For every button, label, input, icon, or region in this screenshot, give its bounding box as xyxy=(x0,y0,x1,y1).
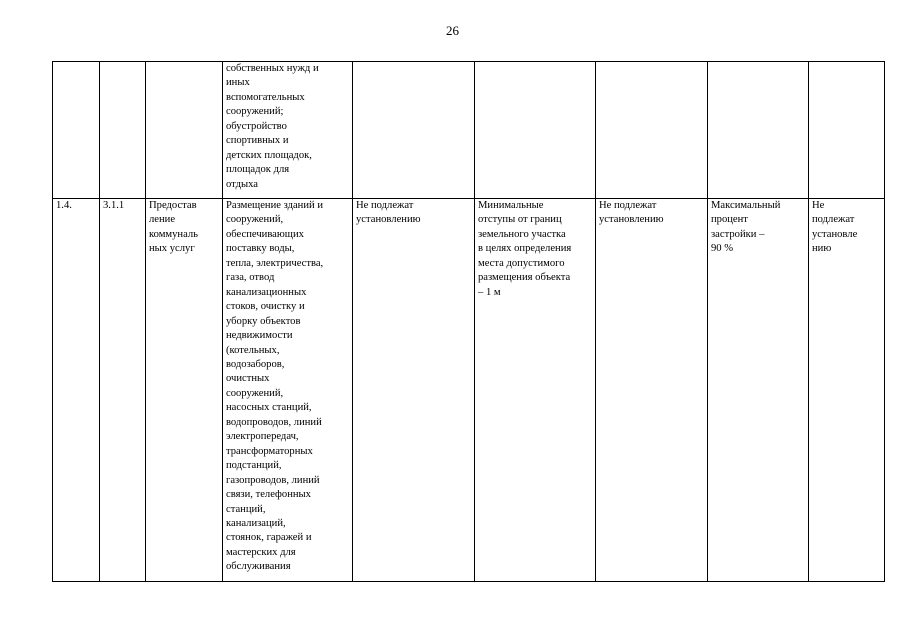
cell-line: Не xyxy=(812,200,825,211)
cell-line: иных xyxy=(226,77,250,89)
regulations-table xyxy=(52,61,885,582)
cell-line: спортивных и xyxy=(226,135,289,147)
cell-line: Минимальные xyxy=(478,200,544,211)
cell-line: размещения объекта xyxy=(478,272,571,284)
cell-param-5 xyxy=(809,199,885,582)
cell-line: сооружений, xyxy=(226,387,284,399)
cell-line: сооружений; xyxy=(226,106,284,118)
cell-line: поставку воды, xyxy=(226,243,295,255)
cell-param-1 xyxy=(353,199,475,582)
cell-line: 3.1.1 xyxy=(103,200,125,211)
cell-line: застройки – xyxy=(711,228,765,240)
cell-param-5 xyxy=(809,62,885,199)
cell-line: Максимальный xyxy=(711,200,781,211)
cell-line: трансформаторных xyxy=(226,445,313,457)
cell-line: газопроводов, линий xyxy=(226,474,320,486)
cell-line: ление xyxy=(149,214,176,226)
cell-param-4 xyxy=(708,62,809,199)
cell-line: (котельных, xyxy=(226,344,280,356)
cell-line: очистных xyxy=(226,373,270,385)
cell-line: установлению xyxy=(599,214,664,226)
cell-description xyxy=(223,62,353,199)
cell-line: стоянок, гаражей и xyxy=(226,532,312,544)
cell-line: Размещение зданий и xyxy=(226,200,323,211)
cell-line: земельного участка xyxy=(478,228,566,240)
cell-line: недвижимости xyxy=(226,330,293,342)
cell-line: стоков, очистку и xyxy=(226,301,305,313)
cell-number xyxy=(53,62,100,199)
cell-line: электропередач, xyxy=(226,431,299,443)
cell-line: подстанций, xyxy=(226,460,282,472)
cell-line: водозаборов, xyxy=(226,358,285,370)
cell-line: коммуналь xyxy=(149,228,198,240)
cell-line: уборку объектов xyxy=(226,315,301,327)
cell-line: в целях определения xyxy=(478,243,572,255)
cell-line: вспомогательных xyxy=(226,91,305,103)
cell-param-4 xyxy=(708,199,809,582)
cell-line: отдыха xyxy=(226,178,259,190)
cell-line: станций, xyxy=(226,503,266,515)
cell-line: площадок для xyxy=(226,164,290,176)
cell-use-type xyxy=(146,199,223,582)
cell-line: подлежат xyxy=(812,214,855,226)
page-number: 26 xyxy=(446,23,459,38)
cell-line: места допустимого xyxy=(478,257,565,269)
cell-line: – 1 м xyxy=(478,286,501,298)
cell-line: Предостав xyxy=(149,200,197,211)
cell-code xyxy=(100,199,146,582)
cell-line: тепла, электричества, xyxy=(226,257,324,269)
cell-description xyxy=(223,199,353,582)
cell-line: обеспечивающих xyxy=(226,228,304,240)
cell-line: обслуживания xyxy=(226,561,291,573)
cell-param-1 xyxy=(353,62,475,199)
cell-code xyxy=(100,62,146,199)
table-row xyxy=(53,199,885,582)
cell-number xyxy=(53,199,100,582)
cell-line: отступы от границ xyxy=(478,214,562,226)
cell-line: процент xyxy=(711,214,748,226)
cell-line: водопроводов, линий xyxy=(226,416,322,428)
cell-param-3 xyxy=(596,62,708,199)
cell-line: ных услуг xyxy=(149,243,195,255)
cell-line: собственных нужд и xyxy=(226,63,319,74)
cell-line: мастерских для xyxy=(226,546,296,558)
cell-line: 90 % xyxy=(711,243,734,255)
cell-param-2 xyxy=(475,199,596,582)
cell-line: газа, отвод xyxy=(226,272,275,284)
table-body xyxy=(53,62,885,582)
cell-param-3 xyxy=(596,199,708,582)
cell-line: Не подлежат xyxy=(599,200,657,211)
cell-line: детских площадок, xyxy=(226,149,312,161)
cell-line: 1.4. xyxy=(56,200,72,211)
cell-param-2 xyxy=(475,62,596,199)
cell-line: Не подлежат xyxy=(356,200,414,211)
cell-line: канализационных xyxy=(226,286,307,298)
cell-line: связи, телефонных xyxy=(226,489,311,501)
cell-line: сооружений, xyxy=(226,214,284,226)
cell-line: насосных станций, xyxy=(226,402,312,414)
cell-line: установле xyxy=(812,228,858,240)
cell-use-type xyxy=(146,62,223,199)
table-row xyxy=(53,62,885,199)
cell-line: обустройство xyxy=(226,120,287,132)
cell-line: установлению xyxy=(356,214,421,226)
cell-line: канализаций, xyxy=(226,517,286,529)
cell-line: нию xyxy=(812,243,832,255)
